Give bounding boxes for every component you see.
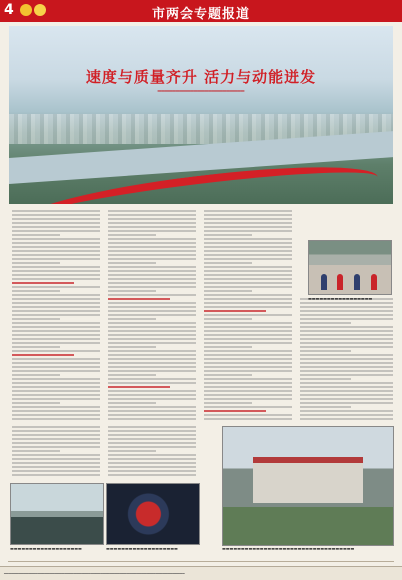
text-line bbox=[12, 438, 100, 440]
text-line bbox=[204, 354, 292, 356]
text-line bbox=[12, 398, 100, 400]
campus-greenery bbox=[223, 507, 393, 545]
text-line bbox=[108, 230, 196, 232]
text-line bbox=[204, 406, 292, 408]
text-line bbox=[204, 306, 292, 308]
text-line bbox=[108, 394, 196, 396]
text-line bbox=[204, 210, 292, 212]
text-line bbox=[108, 370, 196, 372]
text-line bbox=[108, 398, 196, 400]
text-line bbox=[204, 338, 292, 340]
text-line bbox=[204, 238, 292, 240]
text-line bbox=[12, 410, 100, 412]
text-line bbox=[300, 402, 393, 404]
text-line bbox=[108, 322, 196, 324]
text-line bbox=[204, 218, 292, 220]
text-line bbox=[12, 282, 74, 284]
text-line bbox=[108, 274, 196, 276]
text-line bbox=[108, 310, 196, 312]
text-line bbox=[108, 278, 196, 280]
text-line bbox=[108, 462, 196, 464]
text-line bbox=[12, 458, 100, 460]
photo-port-ships bbox=[10, 483, 104, 545]
text-line bbox=[204, 294, 292, 296]
text-line bbox=[300, 370, 393, 372]
text-line bbox=[12, 342, 100, 344]
text-line bbox=[204, 362, 292, 364]
text-line bbox=[12, 362, 100, 364]
text-line bbox=[204, 286, 292, 288]
text-line bbox=[12, 386, 100, 388]
text-line bbox=[108, 246, 196, 248]
text-line bbox=[12, 254, 100, 256]
text-column-2 bbox=[108, 210, 196, 422]
text-line bbox=[12, 218, 100, 220]
text-line bbox=[108, 458, 196, 460]
text-line bbox=[108, 326, 196, 328]
text-line bbox=[12, 426, 100, 428]
text-line bbox=[108, 338, 196, 340]
text-line bbox=[108, 314, 196, 316]
text-line bbox=[300, 358, 393, 360]
photo-industrial-machine bbox=[106, 483, 200, 545]
text-line bbox=[300, 398, 393, 400]
text-line bbox=[12, 294, 100, 296]
text-line bbox=[12, 262, 60, 264]
text-line bbox=[204, 402, 252, 404]
text-line bbox=[108, 214, 196, 216]
text-line bbox=[12, 454, 100, 456]
text-line bbox=[12, 214, 100, 216]
text-line bbox=[204, 318, 252, 320]
text-line bbox=[204, 310, 266, 312]
text-line bbox=[108, 266, 196, 268]
text-line bbox=[108, 350, 196, 352]
text-line bbox=[12, 278, 100, 280]
text-line bbox=[108, 258, 196, 260]
text-line bbox=[204, 214, 292, 216]
text-line bbox=[12, 470, 100, 472]
text-line bbox=[108, 354, 196, 356]
text-line bbox=[204, 250, 292, 252]
text-line bbox=[300, 386, 393, 388]
figure-person bbox=[337, 274, 343, 290]
text-line bbox=[204, 262, 252, 264]
text-line bbox=[108, 318, 156, 320]
text-line bbox=[12, 350, 100, 352]
text-line bbox=[12, 374, 60, 376]
text-line bbox=[12, 230, 100, 232]
text-column-1-lower bbox=[12, 426, 100, 480]
text-line bbox=[204, 230, 292, 232]
text-line bbox=[204, 242, 292, 244]
text-line bbox=[300, 394, 393, 396]
text-line bbox=[108, 222, 196, 224]
text-line bbox=[300, 314, 393, 316]
text-line bbox=[12, 434, 100, 436]
text-line bbox=[204, 382, 292, 384]
text-column-2-lower bbox=[108, 426, 196, 480]
text-line bbox=[108, 270, 196, 272]
text-line bbox=[108, 374, 156, 376]
text-line bbox=[204, 298, 292, 300]
text-line bbox=[204, 350, 292, 352]
text-line bbox=[108, 226, 196, 228]
text-line bbox=[204, 302, 292, 304]
text-line bbox=[108, 302, 196, 304]
text-line bbox=[300, 318, 393, 320]
text-line bbox=[108, 262, 156, 264]
text-line bbox=[12, 270, 100, 272]
text-line bbox=[12, 314, 100, 316]
text-line bbox=[12, 450, 60, 452]
text-line bbox=[108, 254, 196, 256]
text-line bbox=[300, 378, 351, 380]
text-line bbox=[204, 222, 292, 224]
text-line bbox=[300, 374, 393, 376]
text-line bbox=[12, 330, 100, 332]
text-line bbox=[12, 402, 60, 404]
text-line bbox=[12, 210, 100, 212]
text-line bbox=[204, 246, 292, 248]
text-line bbox=[12, 298, 100, 300]
text-line bbox=[300, 338, 393, 340]
text-line bbox=[204, 418, 292, 420]
text-line bbox=[300, 406, 351, 408]
text-line bbox=[108, 346, 156, 348]
text-line bbox=[12, 246, 100, 248]
text-line bbox=[204, 414, 292, 416]
text-line bbox=[108, 250, 196, 252]
text-line bbox=[12, 418, 100, 420]
text-line bbox=[108, 298, 170, 300]
text-line bbox=[204, 282, 292, 284]
text-column-1 bbox=[12, 210, 100, 422]
text-line bbox=[12, 382, 100, 384]
text-line bbox=[108, 282, 196, 284]
figure-person bbox=[371, 274, 377, 290]
text-line bbox=[12, 326, 100, 328]
text-line bbox=[108, 466, 196, 468]
text-line bbox=[108, 434, 196, 436]
text-line bbox=[204, 390, 292, 392]
text-line bbox=[108, 430, 196, 432]
text-line bbox=[108, 218, 196, 220]
text-line bbox=[300, 334, 393, 336]
text-line bbox=[108, 242, 196, 244]
text-line bbox=[108, 306, 196, 308]
text-line bbox=[204, 394, 292, 396]
text-column-3 bbox=[204, 210, 292, 422]
text-line bbox=[12, 266, 100, 268]
text-line bbox=[12, 474, 100, 476]
text-line bbox=[300, 326, 393, 328]
photo-campus-aerial bbox=[222, 426, 394, 546]
text-line bbox=[108, 450, 156, 452]
text-line bbox=[108, 210, 196, 212]
text-line bbox=[108, 470, 196, 472]
text-line bbox=[204, 410, 266, 412]
text-line bbox=[204, 254, 292, 256]
text-line bbox=[12, 318, 60, 320]
text-line bbox=[300, 410, 393, 412]
text-line bbox=[204, 226, 292, 228]
text-line bbox=[108, 378, 196, 380]
text-line bbox=[12, 430, 100, 432]
text-line bbox=[108, 406, 196, 408]
text-line bbox=[12, 258, 100, 260]
text-line bbox=[12, 442, 100, 444]
text-line bbox=[204, 278, 292, 280]
text-line bbox=[108, 442, 196, 444]
text-line bbox=[204, 266, 292, 268]
text-line bbox=[300, 382, 393, 384]
text-line bbox=[204, 398, 292, 400]
text-line bbox=[300, 306, 393, 308]
text-line bbox=[108, 414, 196, 416]
text-line bbox=[108, 446, 196, 448]
photo-caption-campus: ▬▬▬▬▬▬▬▬▬▬▬▬▬▬▬▬▬▬▬▬▬▬▬▬▬▬▬▬▬▬▬▬▬▬▬ bbox=[222, 546, 355, 551]
text-line bbox=[108, 238, 196, 240]
text-line bbox=[204, 374, 252, 376]
text-line bbox=[204, 330, 292, 332]
text-line bbox=[204, 366, 292, 368]
text-line bbox=[108, 418, 196, 420]
text-line bbox=[300, 418, 393, 420]
text-line bbox=[12, 310, 100, 312]
text-line bbox=[204, 234, 252, 236]
text-line bbox=[12, 242, 100, 244]
photo-students-playground bbox=[308, 240, 392, 295]
text-line bbox=[204, 258, 292, 260]
text-line bbox=[12, 222, 100, 224]
text-line bbox=[12, 446, 100, 448]
masthead-bar bbox=[0, 0, 402, 22]
photo-caption-machine: ▬▬▬▬▬▬▬▬▬▬▬▬▬▬▬▬▬▬▬ bbox=[106, 546, 178, 551]
text-line bbox=[108, 438, 196, 440]
text-line bbox=[12, 358, 100, 360]
text-line bbox=[12, 306, 100, 308]
text-line bbox=[204, 326, 292, 328]
text-line bbox=[204, 386, 292, 388]
text-line bbox=[108, 382, 196, 384]
text-line bbox=[204, 290, 252, 292]
page-number: 4 bbox=[4, 2, 14, 18]
text-line bbox=[204, 274, 292, 276]
text-line bbox=[12, 354, 74, 356]
text-line bbox=[108, 342, 196, 344]
section-title: 市两会专题报道 bbox=[151, 7, 250, 22]
page-footer: ━━━━━━━━━━━━━━━━━━━━━━━━━━━━━━━━━━━━━━━━━━━━━━━━━━━━━━━━━━━━━━━━━━━━━━━━━━━ bbox=[0, 566, 402, 580]
text-line bbox=[204, 334, 292, 336]
text-line bbox=[108, 334, 196, 336]
text-line bbox=[108, 426, 196, 428]
text-line bbox=[12, 370, 100, 372]
text-line bbox=[300, 350, 351, 352]
photo-caption-students: ▬▬▬▬▬▬▬▬▬▬▬▬▬▬▬▬▬ bbox=[308, 296, 373, 301]
photo-caption-port: ▬▬▬▬▬▬▬▬▬▬▬▬▬▬▬▬▬▬▬ bbox=[10, 546, 82, 551]
text-line bbox=[204, 370, 292, 372]
text-line bbox=[108, 362, 196, 364]
text-column-4 bbox=[300, 298, 393, 422]
text-line bbox=[300, 346, 393, 348]
text-line bbox=[12, 334, 100, 336]
text-line bbox=[12, 226, 100, 228]
text-line bbox=[12, 238, 100, 240]
text-line bbox=[204, 314, 292, 316]
figure-person bbox=[321, 274, 327, 290]
text-line bbox=[12, 302, 100, 304]
text-line bbox=[204, 358, 292, 360]
text-line bbox=[300, 390, 393, 392]
text-line bbox=[204, 346, 252, 348]
text-line bbox=[12, 290, 60, 292]
footer-rule bbox=[8, 561, 394, 562]
text-line bbox=[108, 402, 156, 404]
text-line bbox=[204, 322, 292, 324]
hero-headline: 速度与质量齐升 活力与动能迸发 bbox=[85, 68, 317, 86]
text-line bbox=[12, 346, 60, 348]
text-line bbox=[12, 234, 60, 236]
text-line bbox=[108, 330, 196, 332]
text-line bbox=[12, 390, 100, 392]
text-line bbox=[300, 366, 393, 368]
text-line bbox=[12, 338, 100, 340]
text-line bbox=[108, 390, 196, 392]
campus-building bbox=[253, 457, 363, 503]
text-line bbox=[204, 378, 292, 380]
hero-subheadline: ━━━━━━━━━━━━━━━━━━━━━━━━ bbox=[157, 88, 245, 95]
text-line bbox=[300, 354, 393, 356]
text-line bbox=[204, 342, 292, 344]
text-line bbox=[108, 454, 196, 456]
text-line bbox=[12, 378, 100, 380]
text-line bbox=[12, 466, 100, 468]
text-line bbox=[12, 250, 100, 252]
text-line bbox=[12, 322, 100, 324]
text-line bbox=[108, 234, 156, 236]
text-line bbox=[108, 290, 156, 292]
text-line bbox=[108, 286, 196, 288]
text-line bbox=[12, 394, 100, 396]
text-line bbox=[12, 462, 100, 464]
text-line bbox=[108, 474, 196, 476]
text-line bbox=[108, 294, 196, 296]
text-line bbox=[12, 366, 100, 368]
text-line bbox=[108, 358, 196, 360]
text-line bbox=[12, 414, 100, 416]
text-line bbox=[300, 310, 393, 312]
figure-person bbox=[354, 274, 360, 290]
text-line bbox=[300, 414, 393, 416]
text-line bbox=[12, 274, 100, 276]
text-line bbox=[300, 330, 393, 332]
text-line bbox=[108, 386, 170, 388]
hero-cityscape-image bbox=[9, 26, 393, 204]
text-line bbox=[300, 362, 393, 364]
text-line bbox=[300, 342, 393, 344]
text-line bbox=[300, 322, 351, 324]
text-line bbox=[12, 406, 100, 408]
text-line bbox=[108, 366, 196, 368]
text-line bbox=[108, 410, 196, 412]
text-line bbox=[204, 270, 292, 272]
text-line bbox=[12, 286, 100, 288]
